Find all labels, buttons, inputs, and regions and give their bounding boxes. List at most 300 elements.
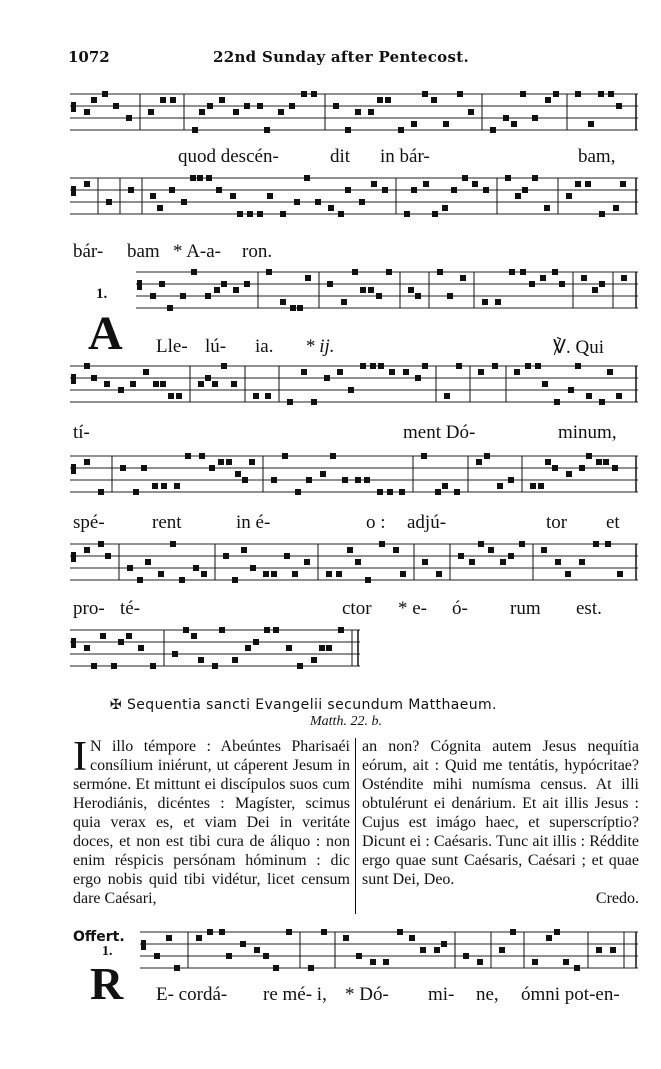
neume-note	[233, 287, 239, 293]
neume-note	[226, 953, 232, 959]
neume-note	[304, 559, 310, 565]
neume-note	[181, 199, 187, 205]
neume-note	[174, 483, 180, 489]
neume-note	[377, 97, 383, 103]
neume-note	[120, 465, 126, 471]
neume-note	[84, 181, 90, 187]
neume-note	[226, 459, 232, 465]
clef-icon	[71, 638, 76, 648]
neume-note	[484, 453, 490, 459]
neume-note	[581, 275, 587, 281]
page-number: 1072	[68, 48, 110, 66]
neume-note	[326, 645, 332, 651]
page-title: 22nd Sunday after Pentecost.	[213, 48, 469, 66]
neume-note	[400, 571, 406, 577]
neume-note	[368, 287, 374, 293]
neume-note	[244, 103, 250, 109]
neume-note	[514, 369, 520, 375]
neume-note	[306, 477, 312, 483]
neume-note	[565, 571, 571, 577]
verse-number: 1.	[96, 286, 108, 302]
neume-note	[207, 929, 213, 935]
neume-note	[586, 453, 592, 459]
neume-note	[315, 199, 321, 205]
neume-note	[304, 175, 310, 181]
neume-note	[608, 91, 614, 97]
neume-note	[98, 489, 104, 495]
lyric: E- cordá-	[156, 984, 228, 1005]
neume-note	[399, 489, 405, 495]
neume-note	[168, 393, 174, 399]
neume-note	[612, 465, 618, 471]
neume-note	[607, 369, 613, 375]
lyric: * A-a-	[173, 241, 222, 262]
neume-note	[295, 489, 301, 495]
lyric: pro-	[73, 598, 105, 619]
neume-note	[404, 211, 410, 217]
neume-note	[398, 127, 404, 133]
neume-note	[183, 627, 189, 633]
neume-note	[113, 103, 119, 109]
neume-note	[263, 953, 269, 959]
neume-note	[360, 287, 366, 293]
neume-note	[360, 363, 366, 369]
neume-note	[423, 181, 429, 187]
neume-note	[264, 127, 270, 133]
neume-note	[540, 275, 546, 281]
neume-note	[273, 627, 279, 633]
neume-note	[616, 103, 622, 109]
neume-note	[150, 663, 156, 669]
lyric: ne,	[476, 984, 499, 1005]
neume-note	[284, 553, 290, 559]
neume-note	[443, 121, 449, 127]
neume-note	[379, 541, 385, 547]
neume-note	[462, 175, 468, 181]
neume-note	[463, 953, 469, 959]
neume-note	[192, 127, 198, 133]
neume-note	[219, 929, 225, 935]
neume-note	[150, 293, 156, 299]
neume-note	[324, 375, 330, 381]
neume-note	[596, 947, 602, 953]
neume-note	[91, 97, 97, 103]
lyric: adjú-	[407, 512, 447, 533]
neume-note	[321, 929, 327, 935]
neume-note	[510, 929, 516, 935]
neume-note	[205, 375, 211, 381]
chant-staff	[70, 172, 638, 242]
neume-note	[160, 97, 166, 103]
lyric: * Dó-	[345, 984, 389, 1005]
neume-note	[174, 965, 180, 971]
neume-note	[287, 399, 293, 405]
neume-note	[218, 459, 224, 465]
neume-note	[249, 459, 255, 465]
neume-note	[566, 193, 572, 199]
neume-note	[327, 281, 333, 287]
neume-note	[490, 127, 496, 133]
neume-note	[441, 941, 447, 947]
neume-note	[599, 211, 605, 217]
neume-note	[241, 547, 247, 553]
neume-note	[355, 559, 361, 565]
neume-note	[599, 399, 605, 405]
neume-note	[355, 109, 361, 115]
offertory-number: 1.	[102, 944, 113, 959]
neume-note	[389, 369, 395, 375]
neume-note	[456, 363, 462, 369]
neume-note	[530, 483, 536, 489]
neume-note	[483, 187, 489, 193]
neume-note	[347, 547, 353, 553]
neume-note	[105, 553, 111, 559]
neume-note	[488, 547, 494, 553]
neume-note	[343, 935, 349, 941]
neume-note	[505, 175, 511, 181]
clef-icon	[71, 186, 76, 196]
lyric: in é-	[236, 512, 271, 533]
neume-note	[297, 663, 303, 669]
neume-note	[160, 381, 166, 387]
neume-note	[84, 459, 90, 465]
neume-note	[319, 645, 325, 651]
neume-note	[311, 91, 317, 97]
neume-note	[244, 281, 250, 287]
neume-note	[199, 109, 205, 115]
column-divider	[355, 738, 356, 914]
lyric: bár-	[73, 241, 104, 262]
neume-note	[84, 645, 90, 651]
neume-note	[84, 109, 90, 115]
neume-note	[563, 959, 569, 965]
neume-note	[482, 299, 488, 305]
neume-note	[126, 115, 132, 121]
neume-note	[378, 363, 384, 369]
neume-note	[364, 477, 370, 483]
neume-note	[308, 965, 314, 971]
neume-note	[198, 381, 204, 387]
lyric: in bár-	[380, 146, 430, 167]
neume-note	[199, 453, 205, 459]
neume-note	[454, 489, 460, 495]
clef-icon	[71, 102, 76, 112]
neume-note	[545, 459, 551, 465]
neume-note	[153, 381, 159, 387]
neume-note	[432, 211, 438, 217]
neume-note	[552, 269, 558, 275]
neume-note	[263, 571, 269, 577]
lyric: est.	[576, 598, 602, 619]
gospel-text-right: an non? Cógnita autem Jesus nequítia eórum, ait : Quid me tentátis, hypócritae? Osténdite mihi numísma census. At illi obtulérunt ei denárium. Et ait illis Jesus : Cujus est imágo haec, et superscríptio? Dicunt ei : Caésaris. Tunc ait illis : Réddite ergo quae sunt Caésaris, Caésari ; et quae sunt Dei, Deo.	[362, 738, 639, 888]
neume-note	[588, 121, 594, 127]
neume-note	[286, 929, 292, 935]
neume-note	[497, 483, 503, 489]
neume-note	[542, 381, 548, 387]
neume-note	[257, 211, 263, 217]
neume-note	[515, 193, 521, 199]
neume-note	[84, 547, 90, 553]
neume-note	[519, 541, 525, 547]
clef-icon	[71, 374, 76, 384]
neume-note	[206, 175, 212, 181]
initial-letter: A	[88, 307, 123, 360]
lyric: tor	[546, 512, 568, 533]
neume-note	[575, 363, 581, 369]
neume-note	[257, 103, 263, 109]
neume-note	[385, 97, 391, 103]
neume-note	[267, 193, 273, 199]
neume-note	[617, 571, 623, 577]
neume-note	[503, 115, 509, 121]
neume-note	[242, 477, 248, 483]
neume-note	[205, 293, 211, 299]
neume-note	[341, 299, 347, 305]
neume-note	[554, 929, 560, 935]
gospel-text-left: N illo témpore : Abeúntes Pharisaéi consílium iniérunt, ut cáperent Jesum in sermóne. Et mittunt ei discípulos suos cum Herodiánis, dicéntes : Magíster, scimus quia verax es, et viam Dei in veritáte doces, et non est tibi cura de áliquo : non enim réspicis persónam hóminum : dic ergo nobis quid tibi vidétur, licet censum dare Caésari,	[73, 738, 350, 907]
neume-note	[161, 483, 167, 489]
gospel-announcement: ✠ Sequentia sancti Evangelii secundum Matthaeum.	[110, 697, 497, 713]
neume-note	[472, 181, 478, 187]
neume-note	[286, 645, 292, 651]
chant-staff	[70, 450, 638, 508]
neume-note	[98, 541, 104, 547]
neume-note	[408, 287, 414, 293]
neume-note	[223, 553, 229, 559]
lyric: ment Dó-	[403, 422, 476, 443]
neume-note	[546, 935, 552, 941]
neume-note	[330, 453, 336, 459]
neume-note	[352, 269, 358, 275]
neume-note	[176, 393, 182, 399]
neume-note	[422, 559, 428, 565]
neume-note	[592, 287, 598, 293]
neume-note	[355, 477, 361, 483]
neume-note	[245, 645, 251, 651]
neume-note	[532, 115, 538, 121]
neume-note	[265, 393, 271, 399]
neume-note	[311, 657, 317, 663]
neume-note	[326, 571, 332, 577]
credo-rubric: Credo.	[595, 890, 639, 907]
neume-note	[621, 275, 627, 281]
lyric: bam,	[578, 146, 616, 167]
lyric: ia.	[255, 336, 274, 357]
neume-note	[305, 275, 311, 281]
page-header	[68, 48, 638, 70]
neume-note	[104, 381, 110, 387]
neume-note	[237, 211, 243, 217]
neume-note	[137, 577, 143, 583]
neume-note	[457, 91, 463, 97]
neume-note	[437, 269, 443, 275]
neume-note	[221, 281, 227, 287]
neume-note	[289, 103, 295, 109]
chant-staff	[70, 360, 638, 418]
neume-note	[613, 205, 619, 211]
neume-note	[221, 363, 227, 369]
neume-note	[495, 299, 501, 305]
neume-note	[159, 281, 165, 287]
neume-note	[382, 187, 388, 193]
initial-letter: R	[90, 958, 124, 1009]
neume-note	[232, 657, 238, 663]
neume-note	[338, 211, 344, 217]
neume-note	[219, 97, 225, 103]
neume-note	[415, 375, 421, 381]
neume-note	[476, 459, 482, 465]
neume-note	[311, 399, 317, 405]
neume-note	[520, 269, 526, 275]
chant-staff	[70, 538, 638, 596]
neume-note	[235, 471, 241, 477]
neume-note	[492, 363, 498, 369]
neume-note	[247, 211, 253, 217]
neume-note	[84, 363, 90, 369]
neume-note	[191, 633, 197, 639]
neume-note	[444, 393, 450, 399]
clef-icon	[71, 552, 76, 562]
neume-note	[365, 577, 371, 583]
neume-note	[574, 965, 580, 971]
neume-note	[233, 109, 239, 115]
lyric: Lle-	[156, 336, 188, 357]
lyric: * e-	[398, 598, 428, 619]
lyric: rent	[152, 512, 182, 533]
neume-note	[478, 369, 484, 375]
lyric: ómni pot-en-	[521, 984, 620, 1005]
neume-note	[458, 553, 464, 559]
neume-note	[266, 269, 272, 275]
neume-note	[214, 287, 220, 293]
neume-note	[152, 483, 158, 489]
neume-note	[253, 393, 259, 399]
neume-note	[499, 947, 505, 953]
lyric: lú-	[205, 336, 227, 357]
neume-note	[157, 205, 163, 211]
neume-note	[387, 489, 393, 495]
neume-note	[212, 381, 218, 387]
neume-note	[145, 559, 151, 565]
neume-note	[148, 109, 154, 115]
gospel-column-right	[362, 737, 639, 908]
lyric: ctor	[342, 598, 372, 619]
neume-note	[598, 91, 604, 97]
neume-note	[290, 305, 296, 311]
neume-note	[294, 199, 300, 205]
offertory-label: Offert.	[73, 929, 125, 945]
neume-note	[525, 363, 531, 369]
lyric: minum,	[558, 422, 617, 443]
neume-note	[128, 187, 134, 193]
neume-note	[386, 269, 392, 275]
neume-note	[127, 565, 133, 571]
clef-icon	[141, 940, 146, 950]
neume-note	[328, 205, 334, 211]
neume-note	[154, 953, 160, 959]
neume-note	[345, 187, 351, 193]
neume-note	[158, 571, 164, 577]
neume-note	[478, 541, 484, 547]
neume-note	[529, 281, 535, 287]
lyric: bam	[127, 241, 160, 262]
neume-note	[605, 541, 611, 547]
gospel-column-left	[73, 734, 350, 908]
neume-note	[301, 369, 307, 375]
neume-note	[219, 627, 225, 633]
neume-note	[435, 489, 441, 495]
neume-note	[451, 187, 457, 193]
neume-note	[282, 453, 288, 459]
neume-note	[535, 363, 541, 369]
lyric: re mé- i,	[263, 984, 327, 1005]
clef-icon	[71, 464, 76, 474]
neume-note	[209, 465, 215, 471]
lyric: rum	[510, 598, 541, 619]
neume-note	[520, 91, 526, 97]
neume-note	[538, 483, 544, 489]
neume-note	[370, 959, 376, 965]
neume-note	[196, 935, 202, 941]
neume-note	[169, 187, 175, 193]
neume-note	[301, 91, 307, 97]
neume-note	[240, 941, 246, 947]
lyric: quod descén-	[178, 146, 279, 167]
neume-note	[370, 363, 376, 369]
neume-note	[383, 959, 389, 965]
neume-note	[477, 959, 483, 965]
neume-note	[511, 121, 517, 127]
neume-note	[197, 175, 203, 181]
neume-note	[278, 109, 284, 115]
neume-note	[532, 175, 538, 181]
neume-note	[368, 109, 374, 115]
neume-note	[111, 663, 117, 669]
neume-note	[297, 305, 303, 311]
lyric: tí-	[73, 422, 90, 443]
neume-note	[411, 121, 417, 127]
neume-note	[544, 205, 550, 211]
neume-note	[250, 565, 256, 571]
neume-note	[371, 181, 377, 187]
neume-note	[545, 97, 551, 103]
neume-note	[555, 559, 561, 565]
neume-note	[442, 205, 448, 211]
lyric: té-	[120, 598, 141, 619]
neume-note	[170, 541, 176, 547]
neume-note	[616, 393, 622, 399]
neume-note	[469, 559, 475, 565]
neume-note	[460, 275, 466, 281]
neume-note	[118, 387, 124, 393]
neume-note	[230, 193, 236, 199]
neume-note	[377, 489, 383, 495]
neume-note	[232, 577, 238, 583]
neume-note	[568, 387, 574, 393]
neume-note	[554, 399, 560, 405]
neume-note	[348, 387, 354, 393]
neume-note	[522, 187, 528, 193]
lyric: ron.	[242, 241, 273, 262]
clef-icon	[137, 280, 142, 290]
neume-note	[442, 483, 448, 489]
neume-note	[593, 541, 599, 547]
neume-note	[191, 269, 197, 275]
neume-note	[91, 663, 97, 669]
neume-note	[185, 453, 191, 459]
neume-note	[170, 97, 176, 103]
neume-note	[271, 477, 277, 483]
